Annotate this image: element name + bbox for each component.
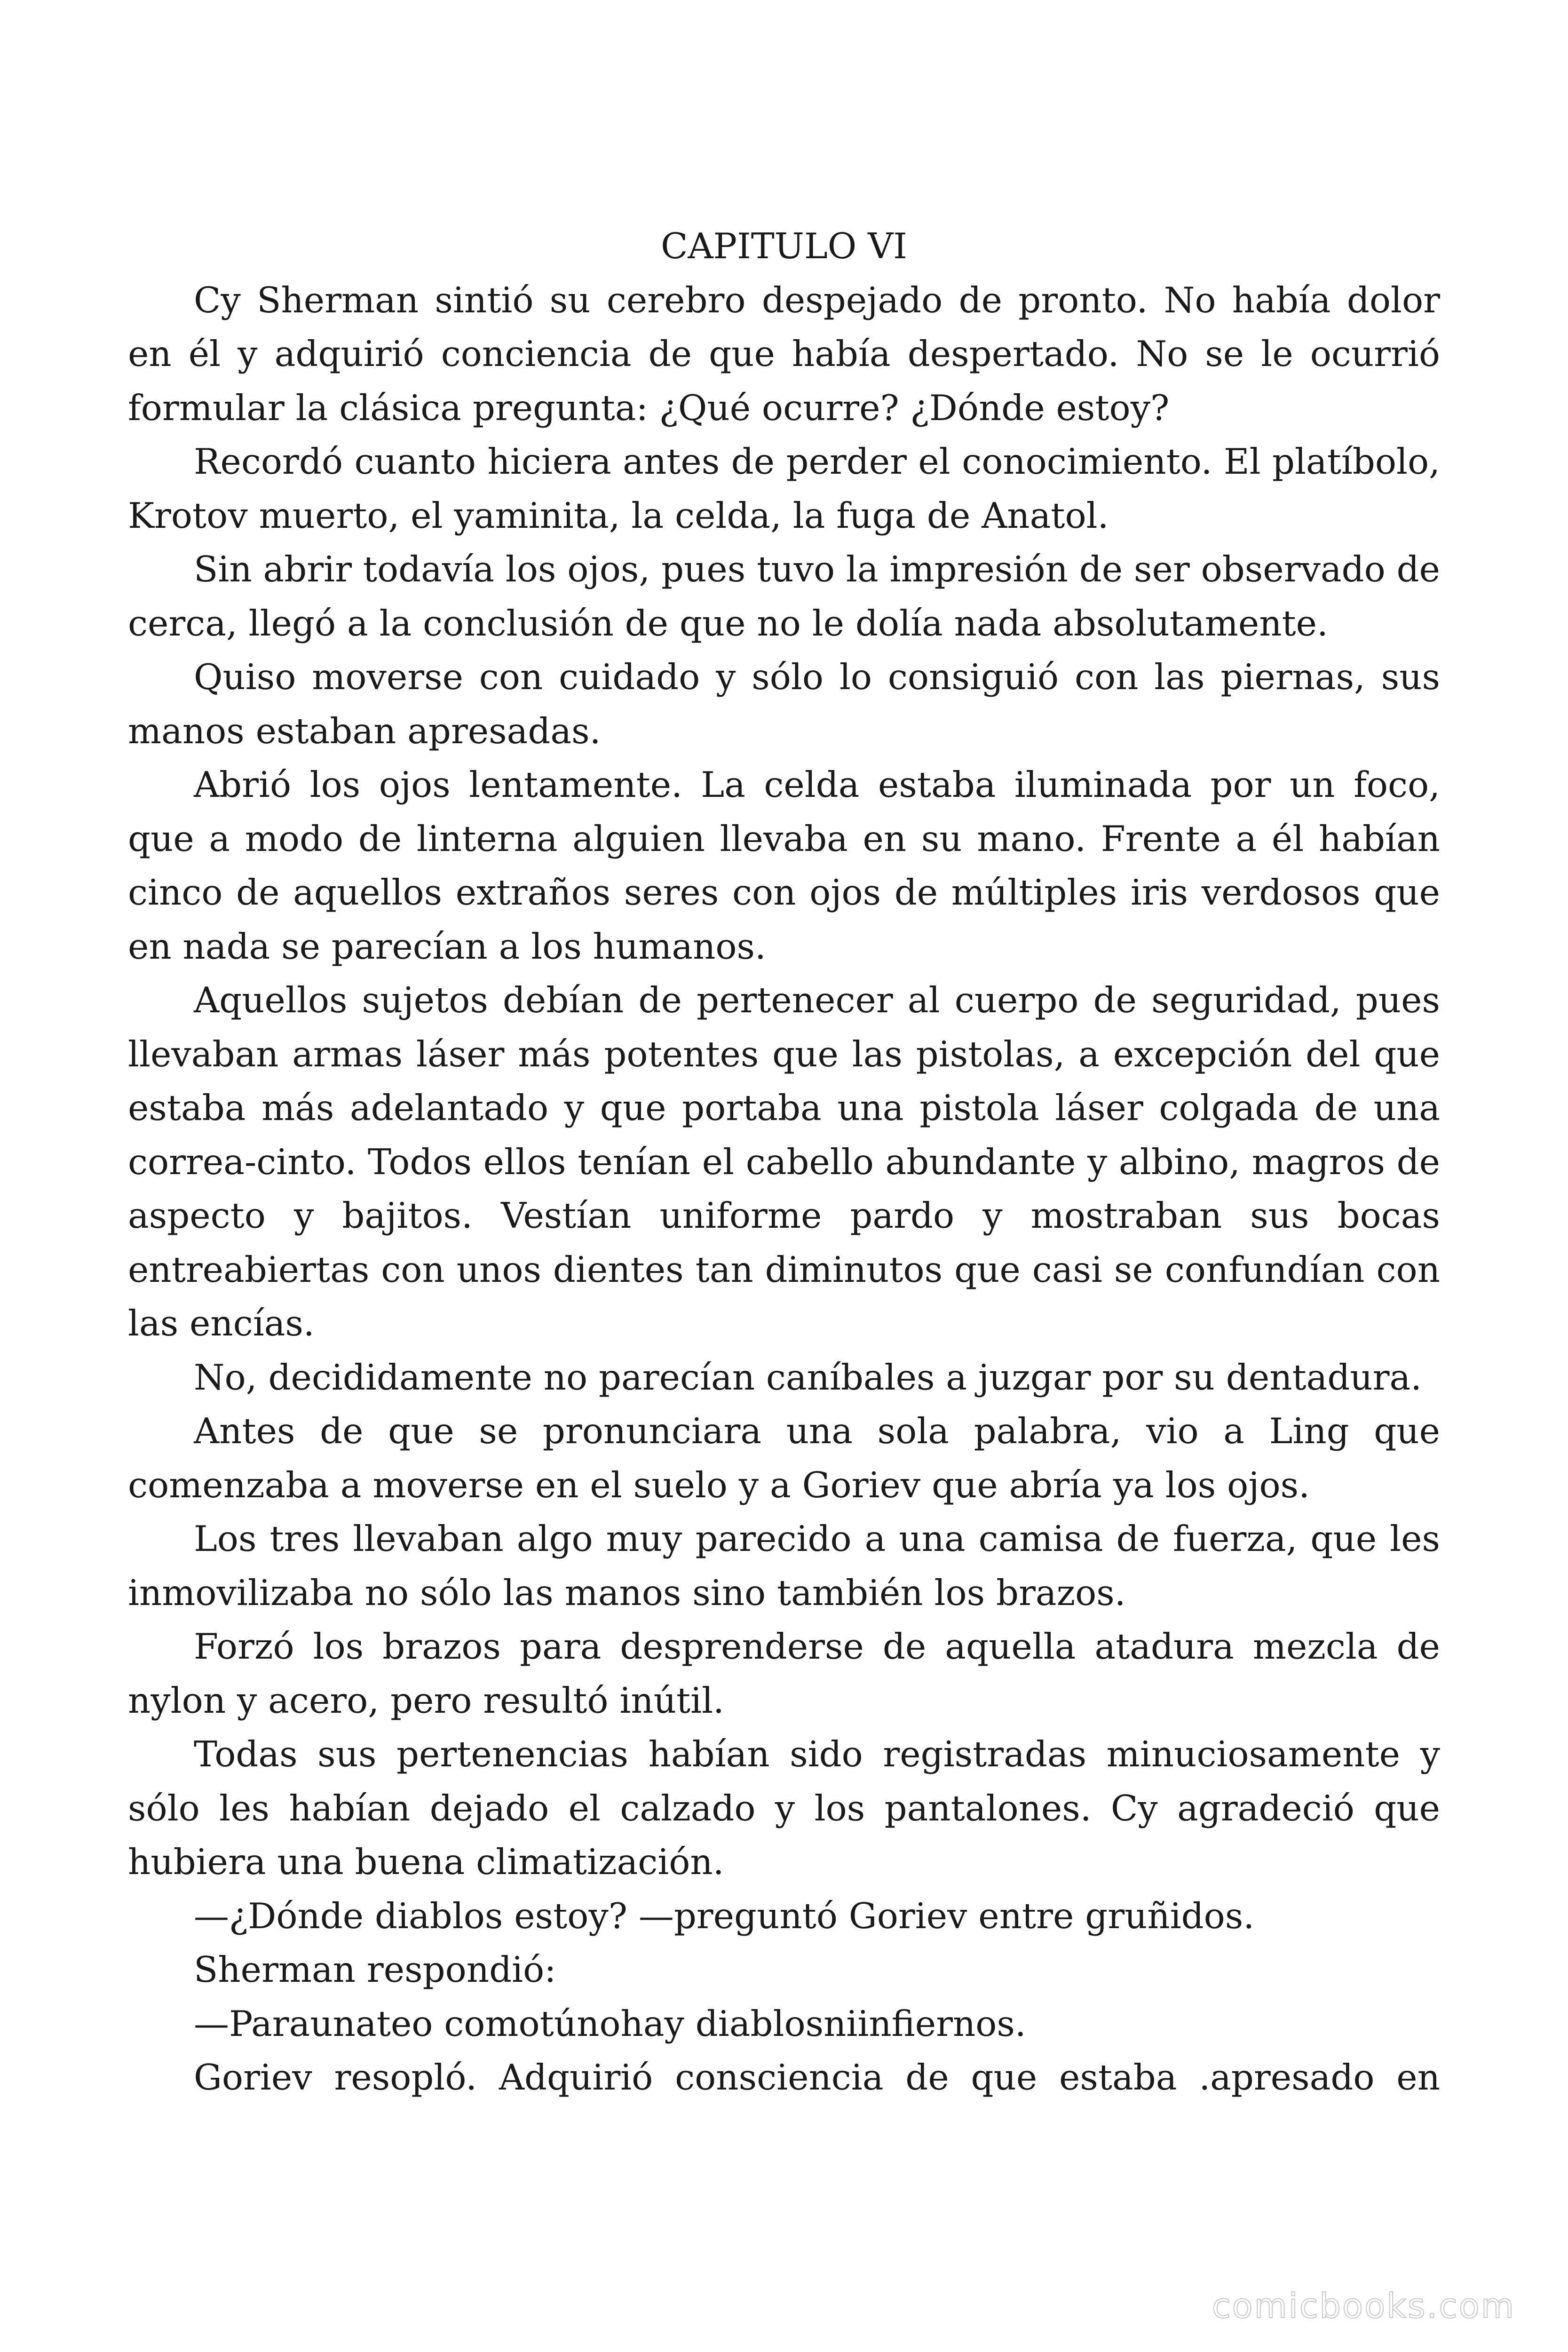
paragraph-15: Goriev resopló. Adquirió consciencia de que estaba .apresado en [194, 2057, 1440, 2098]
paragraph-13: Sherman respondió: [194, 1949, 556, 1990]
paragraph-3: Sin abrir todavía los ojos, pues tuvo la impresión de ser observado de cerca, llegó a la conclusión de que no le dolía nada absolutamente. [128, 548, 1440, 644]
page-body-text [128, 219, 1440, 2105]
paragraph-5: Abrió los ojos lentamente. La celda estaba iluminada por un foco, que a modo de linterna alguien llevaba en su mano. Frente a él habían cinco de aquellos extraños seres con ojos de múltiples iris verdosos que en nada se parecían a los humanos. [128, 764, 1440, 967]
paragraph-10: Forzó los brazos para desprenderse de aquella atadura mezcla de nylon y acero, pero resultó inútil. [128, 1626, 1440, 1721]
paragraph-2: Recordó cuanto hiciera antes de perder el conocimiento. El platíbolo, Krotov muerto, el yaminita, la celda, la fuga de Anatol. [128, 441, 1440, 536]
paragraph-1: Cy Sherman sintió su cerebro despejado de pronto. No había dolor en él y adquirió conciencia de que había despertado. No se le ocurrió formular la clásica pregunta: ¿Qué ocurre? ¿Dónde estoy? [128, 279, 1440, 429]
paragraph-8: Antes de que se pronunciara una sola palabra, vio a Ling que comenzaba a moverse en el suelo y a Goriev que abría ya los ojos. [128, 1410, 1440, 1506]
watermark: comicbooks.com [1212, 2286, 1515, 2326]
chapter-title: CAPITULO VI [661, 225, 907, 267]
paragraph-12: —¿Dónde diablos estoy? —preguntó Goriev entre gruñidos. [194, 1895, 1255, 1937]
paragraph-14: —Paraunateo comotúnohay diablosniinfiernos. [194, 2002, 1026, 2044]
paragraph-4: Quiso moverse con cuidado y sólo lo consiguió con las piernas, sus manos estaban apresadas. [128, 656, 1440, 752]
paragraph-11: Todas sus pertenencias habían sido registradas minuciosamente y sólo les habían dejado el calzado y los pantalones. Cy agradeció que hubiera una buena climatización. [128, 1733, 1440, 1883]
paragraph-6: Aquellos sujetos debían de pertenecer al cuerpo de seguridad, pues llevaban armas láser más potentes que las pistolas, a excepción del que estaba más adelantado y que portaba una pistola láser colgada de una correa-cinto. Todos ellos tenían el cabello abundante y albino, magros de aspecto y bajitos. Vestían uniforme pardo y mostraban sus bocas entreabiertas con unos dientes tan diminutos que casi se confundían con las encías. [128, 979, 1440, 1344]
paragraph-9: Los tres llevaban algo muy parecido a una camisa de fuerza, que les inmovilizaba no sólo las manos sino también los brazos. [128, 1518, 1440, 1613]
paragraph-7: No, decididamente no parecían caníbales a juzgar por su dentadura. [194, 1356, 1422, 1398]
